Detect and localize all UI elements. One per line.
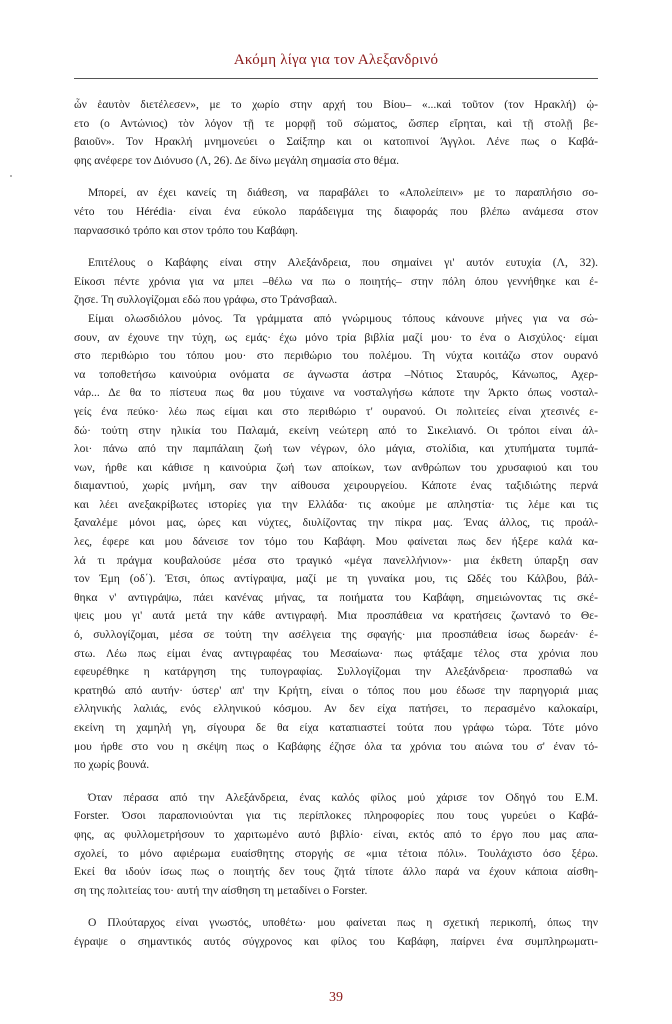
- text-line: Forster. Όσοι παραπονιούνται για τις περίπλοκες πληροφορίες που τους γυρεύει ο Καβά-: [74, 809, 598, 823]
- text-line: δώ· τούτη στην ηλικία του Παλαμά, εκείνη νεώτερη από το Σικελιανό. Οι τρόποι είναι άλ-: [74, 423, 598, 437]
- text-line: τον Έμη (οδ΄). Έτσι, όπως αντίγραψα, μαζί με τη γυναίκα μου, τις Ωδές του Κάλβου, βάλ-: [74, 572, 598, 586]
- text-line: έγραψε ο σημαντικός αυτός σύγχρονος και φίλος του Καβάφη, παίρνει ένα συμπληρωματι-: [74, 934, 598, 948]
- text-line: ψεις μου γι' αυτά μετά την κάθε αντιγραφή. Μια προσπάθεια να κρατήσεις ζωντανό το Θε-: [74, 609, 598, 623]
- text-line: μου ήρθε στο νου η σκέψη πως ο Καβάφης έζησε όλα τα χρόνια του αιώνα του σ' έναν τό-: [74, 739, 598, 753]
- text-line: Είκοσι πέντε χρόνια για να μπει –θέλω να πω ο ποιητής– στην πόλη όπου γεννήθηκε και έ-: [74, 274, 598, 288]
- paragraph: [74, 310, 598, 775]
- text-line: Επιτέλους ο Καβάφης είναι στην Αλεξάνδρεια, που σημαίνει γι' αυτόν ευτυχία (Λ, 32).: [88, 256, 598, 270]
- text-line: ετο (ο Αντώνιος) τὸν λόγον τῇ τε μορφῇ τοῦ σώματος, ὥσπερ εἴρηται, καὶ τῇ στολῇ βε-: [74, 116, 598, 130]
- paragraph-gap: [74, 170, 598, 184]
- text-line: πο χωρίς βουνά.: [74, 758, 150, 772]
- paragraph: [74, 789, 598, 901]
- text-line: φης ανέφερε τον Διόνυσο (Λ, 26). Δε δίνω μεγάλη σημασία στο θέμα.: [74, 153, 399, 167]
- text-line: φης, ας φυλλομετρήσουν το χαριτωμένο αυτό βιβλίο· είναι, εκτός από το έργο που μας απα-: [74, 827, 598, 841]
- margin-speck: [10, 175, 12, 177]
- paragraph-gap: [74, 240, 598, 254]
- text-line: λά τι πράγμα κουβαλούσε μέσα στο τραγικό «μέγα πανελλήνιον»· μια έκθετη ύπαρξη σαν: [74, 553, 598, 567]
- text-line: λοι· πάνω από την παμπάλαιη ζωή των νέγρων, όλο μάγια, στολίδια, και χτυπήματα τυμπά-: [74, 442, 598, 456]
- text-line: Είμαι ολωσδιόλου μόνος. Τα γράμματα από γνώριμους τόπους κάνουνε μήνες για να σώ-: [88, 311, 598, 325]
- text-line: Ο Πλούταρχος είναι γνωστός, υποθέτω· μου φαίνεται πως η σχετική περικοπή, όπως την: [88, 916, 598, 930]
- text-line: Εκεί θα ιδούν ίσως πως ο ποιητής δεν τους ζητά τίποτε άλλο παρά να έχουν κάποια αίσθη-: [74, 865, 598, 879]
- text-line: νάρ... Δε θα το πίστευα πως θα μου τύχαινε να νοσταλγήσω κάποτε την Άρκτο όπως νοσταλ-: [74, 386, 598, 400]
- text-line: σουν, αν έχουνε την τύχη, ως εμάς· έχω μόνο τρία βιβλία μαζί μου· το ένα ο Αισχύλος· είμαι: [74, 330, 598, 344]
- text-line: και λέει ανεξακρίβωτες ιστορίες για την Ελλάδα· τις ακούμε με απληστία· τις λέμε και τις: [74, 497, 598, 511]
- text-line: Μπορεί, αν έχει κανείς τη διάθεση, να παραβάλει το «Απολείπειν» με το παραπλήσιο σο-: [88, 186, 598, 200]
- text-line: κρατηθώ από αυτήν· ύστερ' απ' την Κρήτη, είναι ο τόπος που μου έδωσε την παρηγοριά μιας: [74, 683, 598, 697]
- paragraph: [74, 184, 598, 240]
- body-text: [74, 96, 598, 952]
- paragraph: [74, 254, 598, 310]
- text-line: στω. Λέω πως είμαι ένας αντιγραφέας του Μεσαίωνα· πως φτάξαμε τέλος στα χρόνια που: [74, 646, 598, 660]
- text-line: ό, συλλογίζομαι, μέσα σε τούτη την ασέλγεια της σφαγής· μια προσπάθεια ίσως δωρεάν· έ-: [74, 628, 598, 642]
- text-line: σχολεί, το μόνο αφιέρωμα ευαίσθητης στοργής σε «μια τέτοια πόλι». Τουλάχιστο όσο ξέρω.: [74, 846, 598, 860]
- text-line: Όταν πέρασα από την Αλεξάνδρεια, ένας καλός φίλος μού χάρισε τον Οδηγό του Ε.Μ.: [88, 790, 598, 804]
- text-line: διαμαντιού, χωρίς μνήμη, σαν την αίθουσα χειρουργείου. Κάποτε ένας ταξιδιώτης περνά: [74, 479, 598, 493]
- text-line: στο περιθώριο του τόπου μου· στο περιθώριο του πολέμου. Τη νύχτα κοιτάζω στον ουρανό: [74, 349, 598, 363]
- text-line: βαιοῦν». Τον Ηρακλή μνημονεύει ο Σαίξπηρ και οι κατοπινοί Άγγλοι. Λένε πως ο Καβά-: [74, 135, 598, 149]
- text-line: νων, ήρθε και κάθισε η καινούρια ζωή των αποίκων, των ανθρώπων του χρυσαφιού και του: [74, 460, 598, 474]
- page-number: 39: [329, 990, 343, 1005]
- text-line: θηκα ν' αντιγράψω, πάει κανένας μήνας, τα ποιήματα του Καβάφη, σημειώνοντας τις σκέ-: [74, 590, 598, 604]
- text-line: ελληνικής λαλιάς, ενός ελληνικού κόσμου. Αν δεν είχα πατήσει, το περασμένο καλοκαίρι,: [74, 702, 598, 716]
- text-line: παρνασσικό τρόπο και στον τρόπο του Καβάφη.: [74, 223, 298, 237]
- paragraph: [74, 96, 598, 170]
- paragraph-gap: [74, 775, 598, 789]
- running-head: Ακόμη λίγα για τον Αλεξανδρινό: [233, 52, 439, 68]
- text-line: λες, έφερε και μου δάνεισε τον τόμο του Καβάφη. Μου φαίνεται πως δεν ήξερε καλά κα-: [74, 535, 598, 549]
- paragraph: [74, 914, 598, 951]
- text-line: να τοποθετήσω καινούρια ονόματα σε άγνωστα άστρα –Νότιος Σταυρός, Κάνωπος, Αχερ-: [74, 367, 598, 381]
- text-line: ὧν ἑαυτὸν διετέλεσεν», με το χωρίο στην αρχή του Βίου– «...καὶ τοῦτον (τον Ηρακλή) ᾠ-: [74, 98, 598, 111]
- paragraph-gap: [74, 900, 598, 914]
- text-line: εφευρέθηκε η κατάργηση της τυπογραφίας. Συλλογίζομαι την Αλεξάνδρεια· προσπαθώ να: [74, 665, 598, 679]
- text-line: εκείνη τη χαμηλή γη, σίγουρα δε θα είχα καταπιαστεί τούτα που γράφω τώρα. Τότε μόνο: [74, 721, 598, 734]
- text-line: γείς ένα πεύκο· λέω πως είμαι και στο περιθώριο τ' ουρανού. Οι πολιτείες είναι χτεσινές ε-: [74, 404, 598, 418]
- text-line: νέτο του Hérédia· είναι ένα εύκολο παράδειγμα της διαφοράς που βλέπω ανάμεσα στον: [74, 204, 598, 218]
- text-line: ξαναλέμε μόνοι μας, ώρες και νύχτες, διυλίζοντας την πίκρα μας. Ένας άλλος, τις προάλ-: [74, 516, 598, 530]
- header-rule: [74, 78, 598, 79]
- text-line: ζησε. Τη συλλογίζομαι εδώ που γράφω, στο Τράνσβααλ.: [74, 293, 338, 307]
- text-line: ση της πολιτείας του· αυτή την αίσθηση τη μεταδίνει ο Forster.: [74, 883, 368, 897]
